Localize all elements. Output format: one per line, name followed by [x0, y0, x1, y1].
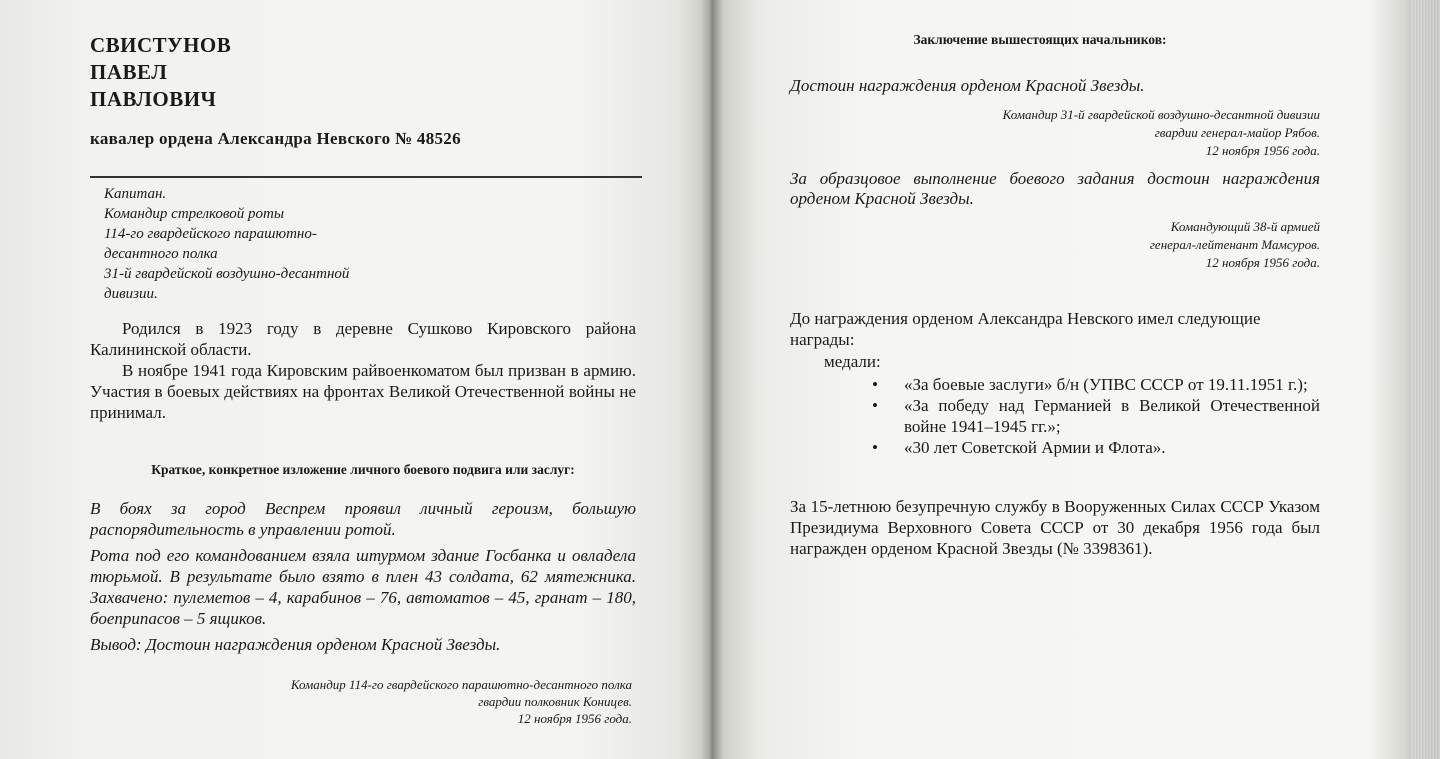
signature-line: генерал-лейтенант Мамсуров.: [1149, 237, 1320, 252]
signature-line: гвардии генерал-майор Рябов.: [1154, 125, 1320, 140]
feat-paragraph: В боях за город Веспрем проявил личный героизм, большую распорядительность в управлении ротой.: [90, 499, 636, 539]
signature-line: 12 ноября 1956 года.: [1205, 255, 1320, 270]
signature-line: 12 ноября 1956 года.: [517, 711, 632, 726]
name-line: ПАВЕЛ: [90, 60, 168, 84]
bullet-icon: •: [872, 438, 878, 457]
rank-line: десантного полка: [104, 246, 218, 262]
signature-line: Командир 31-й гвардейской воздушно-десантной дивизии: [1002, 107, 1320, 122]
medal-list: [790, 374, 1320, 458]
feat-paragraph: Вывод: Достоин награждения орденом Красной Звезды.: [90, 635, 501, 654]
signature-line: 12 ноября 1956 года.: [1205, 143, 1320, 158]
divider-rule: [90, 176, 642, 178]
commander-signature: [230, 676, 632, 727]
rank-line: Командир стрелковой роты: [104, 206, 284, 222]
service-award: [790, 496, 1320, 559]
division-commander-signature: [900, 106, 1320, 160]
biography: [90, 318, 636, 423]
rank-line: дивизии.: [104, 286, 158, 302]
bullet-icon: •: [872, 396, 878, 415]
conclusion-text: За образцовое выполнение боевого задания достоин награждения орденом Красной Звезды.: [790, 169, 1320, 208]
awards-intro-text: До награждения орденом Александра Невского имел следующие награды:: [790, 309, 1261, 349]
rank-line: 31-й гвардейской воздушно-десантной: [104, 266, 350, 282]
medal-name: «За боевые заслуги» б/н (УПВС СССР от 19.11.1951 г.);: [904, 375, 1308, 394]
left-page-header: [90, 32, 650, 149]
bio-paragraph: В ноябре 1941 года Кировским райвоенкоматом был призван в армию. Участия в боевых действиях на фронтах Великой Отечественной войны не принимал.: [90, 361, 636, 422]
bullet-icon: •: [872, 375, 878, 394]
signature-line: Командующий 38-й армией: [1170, 219, 1320, 234]
medal-name: «30 лет Советской Армии и Флота».: [904, 438, 1166, 457]
name-line: ПАВЛОВИЧ: [90, 87, 217, 111]
rank-block: [104, 184, 404, 304]
list-item: [790, 395, 1320, 437]
book-gutter: [700, 0, 724, 759]
medal-name: «За победу над Германией в Великой Отечественной войне 1941–1945 гг.»;: [904, 396, 1320, 436]
conclusion-heading: Заключение вышестоящих начальников:: [913, 32, 1167, 47]
order-title: кавалер ордена Александра Невского № 48526: [90, 129, 461, 148]
person-name: [90, 32, 650, 113]
service-text: За 15-летнюю безупречную службу в Вооруженных Силах СССР Указом Президиума Верховного Совета СССР от 30 декабря 1956 года был награжден орденом Красной Звезды (№ 3398361).: [790, 497, 1320, 558]
medals-label: медали:: [824, 352, 881, 371]
rank-line: Капитан.: [104, 186, 167, 202]
conclusion-text: Достоин награждения орденом Красной Звезды.: [790, 76, 1145, 95]
feat-paragraph: Рота под его командованием взяла штурмом здание Госбанка и овладела тюрьмой. В результате было взято в плен 43 солдата, 62 мятежника. Захвачено: пулеметов – 4, карабинов – 76, автоматов – 45, гранат – 180, боеприпасов – 5 ящиков.: [90, 546, 636, 628]
signature-line: гвардии полковник Коницев.: [478, 694, 632, 709]
signature-line: Командир 114-го гвардейского парашютно-десантного полка: [290, 677, 632, 692]
bio-paragraph: Родился в 1923 году в деревне Сушково Кировского района Калининской области.: [90, 319, 636, 359]
awards-section: [790, 308, 1320, 458]
list-item: [790, 374, 1320, 395]
feat-description: [90, 498, 636, 660]
feat-heading: Краткое, конкретное изложение личного боевого подвига или заслуг:: [151, 462, 575, 477]
name-line: СВИСТУНОВ: [90, 33, 232, 57]
rank-line: 114-го гвардейского парашютно-: [104, 226, 317, 242]
page-edges: [1410, 0, 1440, 759]
list-item: [790, 437, 1320, 458]
army-commander-signature: [900, 218, 1320, 272]
